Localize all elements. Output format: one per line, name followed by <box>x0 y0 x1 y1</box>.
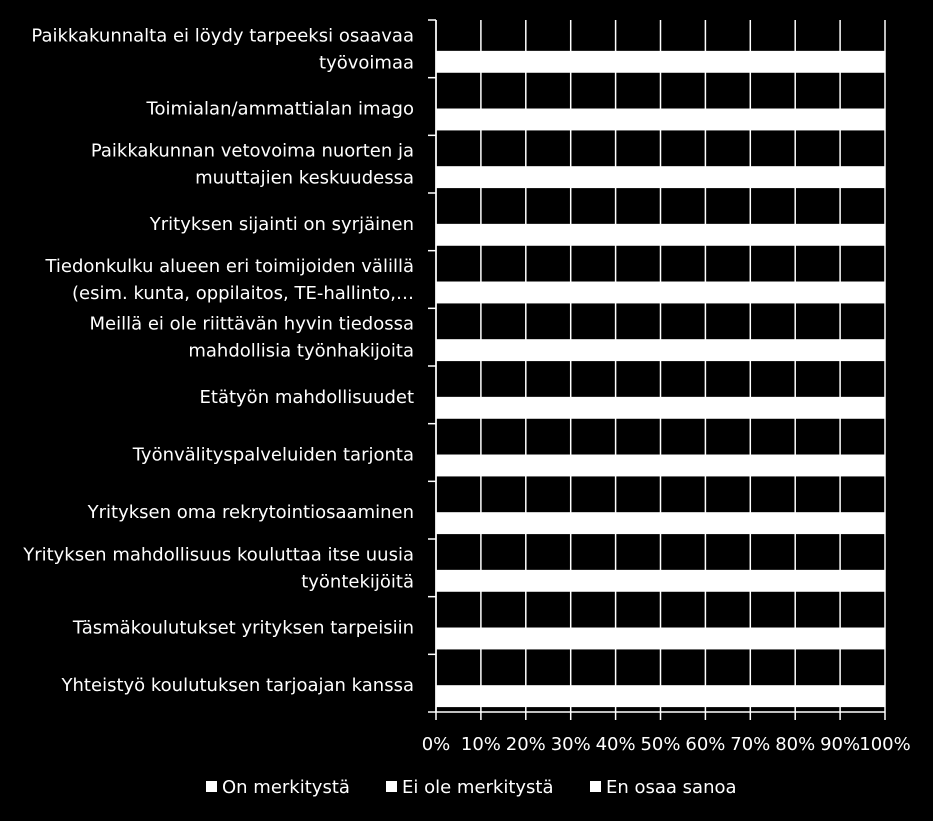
category-label-line: Tiedonkulku alueen eri toimijoiden välillä <box>45 256 414 277</box>
category-label <box>61 675 414 696</box>
bar-segment <box>436 109 885 131</box>
category-label-line: työvoimaa <box>319 52 414 74</box>
category-label-line: Toimialan/ammattialan imago <box>146 98 414 120</box>
category-label <box>200 387 414 408</box>
category-label-line: Yhteistyö koulutuksen tarjoajan kanssa <box>61 675 414 697</box>
x-tick-label: 70% <box>730 734 771 755</box>
x-tick-label: 20% <box>505 734 546 755</box>
category-label-line: muuttajien keskuudessa <box>195 167 414 189</box>
category-label-line: Täsmäkoulutukset yrityksen tarpeisiin <box>72 617 414 639</box>
category-label-line: Paikkakunnalta ei löydy tarpeeksi osaavaa <box>31 25 414 47</box>
bar-segment <box>436 166 885 188</box>
legend <box>206 777 737 798</box>
x-tick-label: 40% <box>595 734 636 755</box>
category-label <box>149 214 414 235</box>
bar-segment <box>436 455 885 477</box>
x-tick-label: 30% <box>550 734 591 755</box>
bar-segment <box>436 628 885 650</box>
category-label-line: mahdollisia työnhakijoita <box>188 340 414 362</box>
bar-segment <box>436 224 885 246</box>
bar-segment <box>436 282 885 304</box>
legend-label: On merkitystä <box>222 777 350 798</box>
category-label-line: (esim. kunta, oppilaitos, TE-hallinto,… <box>72 283 414 304</box>
category-label-line: työntekijöitä <box>301 571 414 593</box>
category-label <box>72 618 414 639</box>
x-tick-label: 0% <box>421 734 451 755</box>
legend-swatch <box>386 781 397 792</box>
bar-segment <box>436 339 885 361</box>
legend-label: En osaa sanoa <box>606 777 737 798</box>
x-tick-label: 90% <box>820 734 861 755</box>
legend-swatch <box>206 781 217 792</box>
legend-swatch <box>590 781 601 792</box>
x-tick-labels <box>422 734 911 755</box>
bar-segment <box>436 51 885 73</box>
x-tick-label: 100% <box>859 734 911 755</box>
x-tick-label: 80% <box>775 734 816 755</box>
bar-segment <box>436 685 885 707</box>
category-label-line: Työnvälityspalveluiden tarjonta <box>132 444 414 466</box>
category-label-line: Etätyön mahdollisuudet <box>199 386 414 408</box>
category-label <box>87 502 414 523</box>
category-label-line: Yrityksen sijainti on syrjäinen <box>149 213 414 235</box>
x-tick-label: 60% <box>685 734 726 755</box>
category-label-line: Yrityksen mahdollisuus kouluttaa itse uusia <box>23 544 414 566</box>
legend-label: Ei ole merkitystä <box>402 777 554 798</box>
category-label-line: Paikkakunnan vetovoima nuorten ja <box>90 140 414 162</box>
category-label-line: Meillä ei ole riittävän hyvin tiedossa <box>89 313 414 335</box>
category-label-line: Yrityksen oma rekrytointiosaaminen <box>87 502 414 524</box>
bar-segment <box>436 512 885 534</box>
bar-segment <box>436 570 885 592</box>
category-label <box>146 99 414 120</box>
x-tick-label: 10% <box>460 734 501 755</box>
bar-segment <box>436 397 885 419</box>
category-label <box>132 445 414 466</box>
x-tick-label: 50% <box>640 734 681 755</box>
